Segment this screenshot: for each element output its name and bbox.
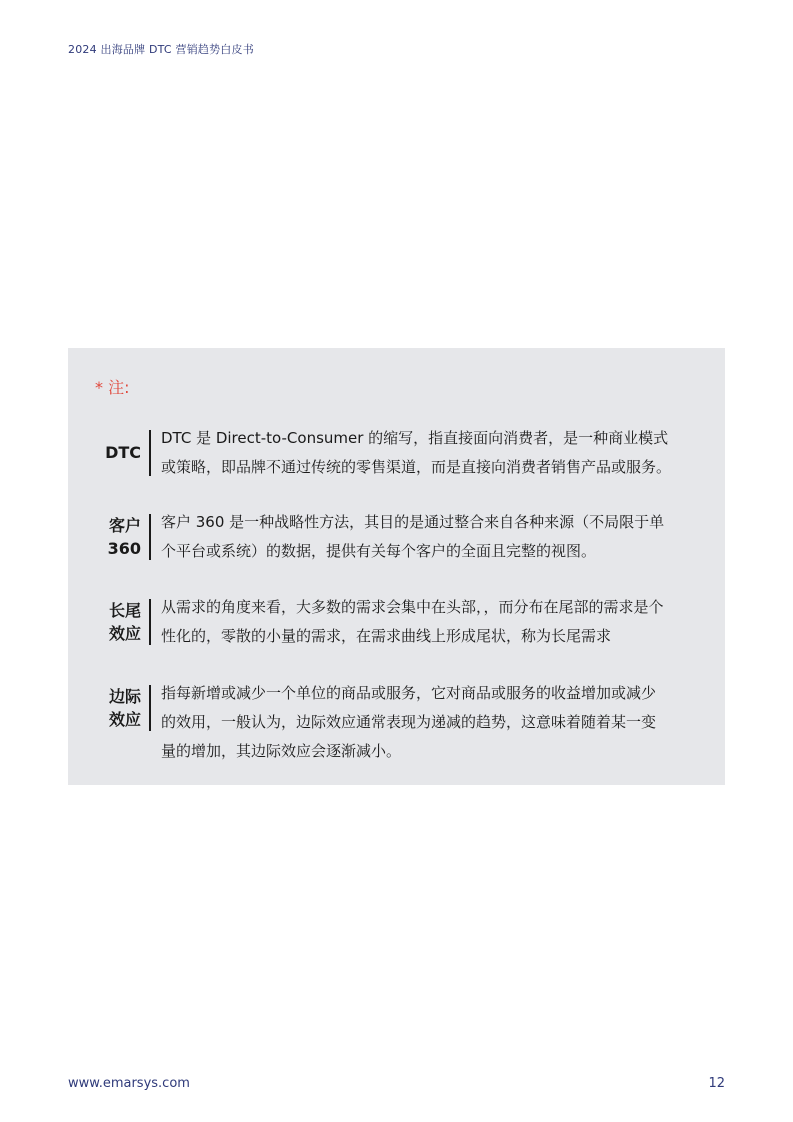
glossary-term-line: 效应 <box>108 624 141 643</box>
glossary-divider <box>149 599 151 645</box>
glossary-term-line: 360 <box>107 539 141 558</box>
glossary-definition-line: 量的增加，其边际效应会逐渐减小。 <box>161 742 402 760</box>
glossary-definition-line: 的效用，一般认为，边际效应通常表现为递减的趋势，这意味着随着某一变 <box>161 713 657 731</box>
glossary-term <box>105 441 141 464</box>
glossary-definition-line: 指每新增或减少一个单位的商品或服务，它对商品或服务的收益增加或减少 <box>161 684 657 702</box>
glossary-definition-line: 从需求的角度来看，大多数的需求会集中在头部，，而分布在尾部的需求是个 <box>161 598 664 616</box>
glossary-divider <box>149 430 151 476</box>
glossary-definition-line: DTC 是 Direct-to-Consumer 的缩写，指直接面向消费者，是一种商业模式 <box>161 429 669 447</box>
note-box <box>68 348 725 785</box>
glossary-term <box>109 599 141 645</box>
glossary-term <box>108 514 141 560</box>
glossary-entry-marginal-effect <box>68 679 725 766</box>
glossary-definition-line: 个平台或系统）的数据，提供有关每个客户的全面且完整的视图。 <box>161 542 597 560</box>
glossary-divider <box>149 514 151 560</box>
glossary-definition <box>161 508 701 566</box>
glossary-definition-line: 或策略，即品牌不通过传统的零售渠道，而是直接向消费者销售产品或服务。 <box>161 458 672 476</box>
glossary-definition <box>161 424 701 482</box>
glossary-entry-long-tail <box>68 593 725 651</box>
glossary-term-line: 长尾 <box>108 601 141 620</box>
glossary-entry-customer-360 <box>68 508 725 566</box>
glossary-term-line: 效应 <box>108 710 141 729</box>
glossary-definition <box>161 679 701 766</box>
note-label: * 注: <box>95 378 130 397</box>
glossary-definition-line: 性化的，零散的小量的需求，在需求曲线上形成尾状，称为长尾需求 <box>161 627 612 645</box>
footer-website-link[interactable]: www.emarsys.com <box>68 1076 190 1091</box>
glossary-term <box>109 685 141 731</box>
glossary-term-line: DTC <box>105 443 141 462</box>
glossary-term-line: 客户 <box>108 516 141 535</box>
glossary-divider <box>149 685 151 731</box>
document-header-title: 2024 出海品牌 DTC 营销趋势白皮书 <box>68 43 254 56</box>
glossary-term-line: 边际 <box>108 687 141 706</box>
glossary-entry-dtc <box>68 424 725 482</box>
glossary-definition <box>161 593 701 651</box>
glossary-definition-line: 客户 360 是一种战略性方法，其目的是通过整合来自各种来源（不局限于单 <box>161 513 665 531</box>
page-number: 12 <box>708 1076 725 1091</box>
